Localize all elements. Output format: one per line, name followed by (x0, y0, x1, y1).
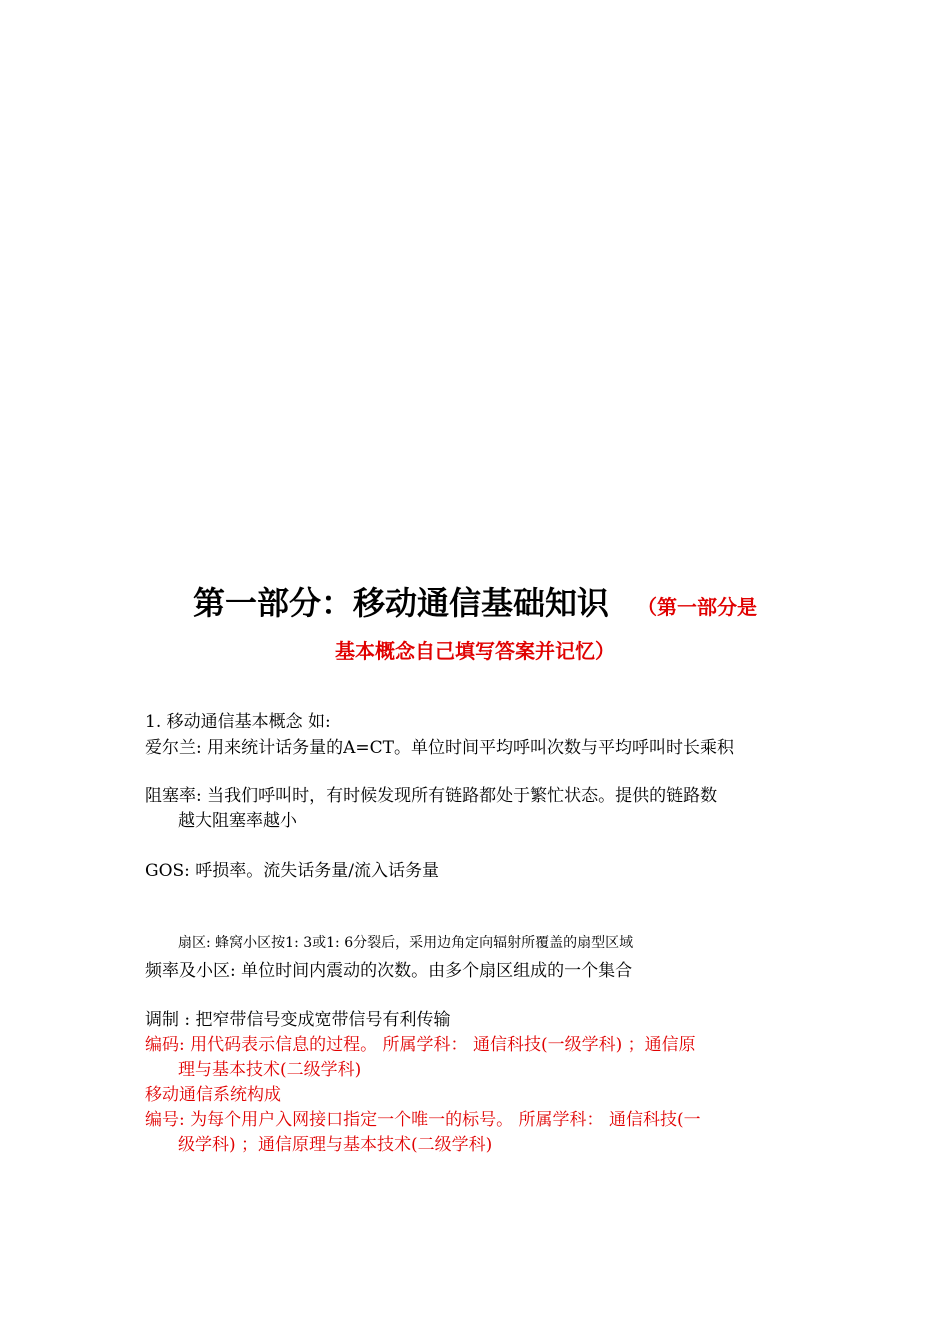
section-title-note-continued: 基本概念自己填写答案并记忆） (335, 639, 615, 663)
definition-numbering-continued: 级学科) ；通信原理与基本技术(二级学科) (178, 1135, 493, 1155)
section-title (0, 580, 950, 626)
definition-sector: 扇区: 蜂窝小区按1: 3或1: 6分裂后，采用边角定向辐射所覆盖的扇型区域 (178, 935, 634, 951)
heading-system-structure: 移动通信系统构成 (145, 1085, 281, 1105)
definition-blocking-rate: 阻塞率: 当我们呼叫时，有时候发现所有链路都处于繁忙状态。提供的链路数 (145, 786, 718, 806)
definition-numbering: 编号: 为每个用户入网接口指定一个唯一的标号。 所属学科： 通信科技(一 (145, 1110, 701, 1130)
definition-modulation: 调制 : 把窄带信号变成宽带信号有利传输 (145, 1010, 451, 1030)
item-heading: 1. 移动通信基本概念 如: (145, 712, 331, 732)
section-title-note: （第一部分是 (637, 595, 757, 619)
definition-coding-continued: 理与基本技术(二级学科) (178, 1060, 362, 1080)
definition-gos: GOS: 呼损率。流失话务量/流入话务量 (145, 861, 440, 881)
definition-erlang: 爱尔兰: 用来统计话务量的A=CT。单位时间平均呼叫次数与平均呼叫时长乘积 (145, 738, 734, 758)
section-title-main: 第一部分：移动通信基础知识 (192, 584, 609, 622)
definition-frequency-cell: 频率及小区: 单位时间内震动的次数。由多个扇区组成的一个集合 (145, 961, 633, 981)
definition-blocking-rate-continued: 越大阻塞率越小 (178, 811, 297, 831)
definition-coding: 编码: 用代码表示信息的过程。 所属学科： 通信科技(一级学科) ；通信原 (145, 1035, 696, 1055)
